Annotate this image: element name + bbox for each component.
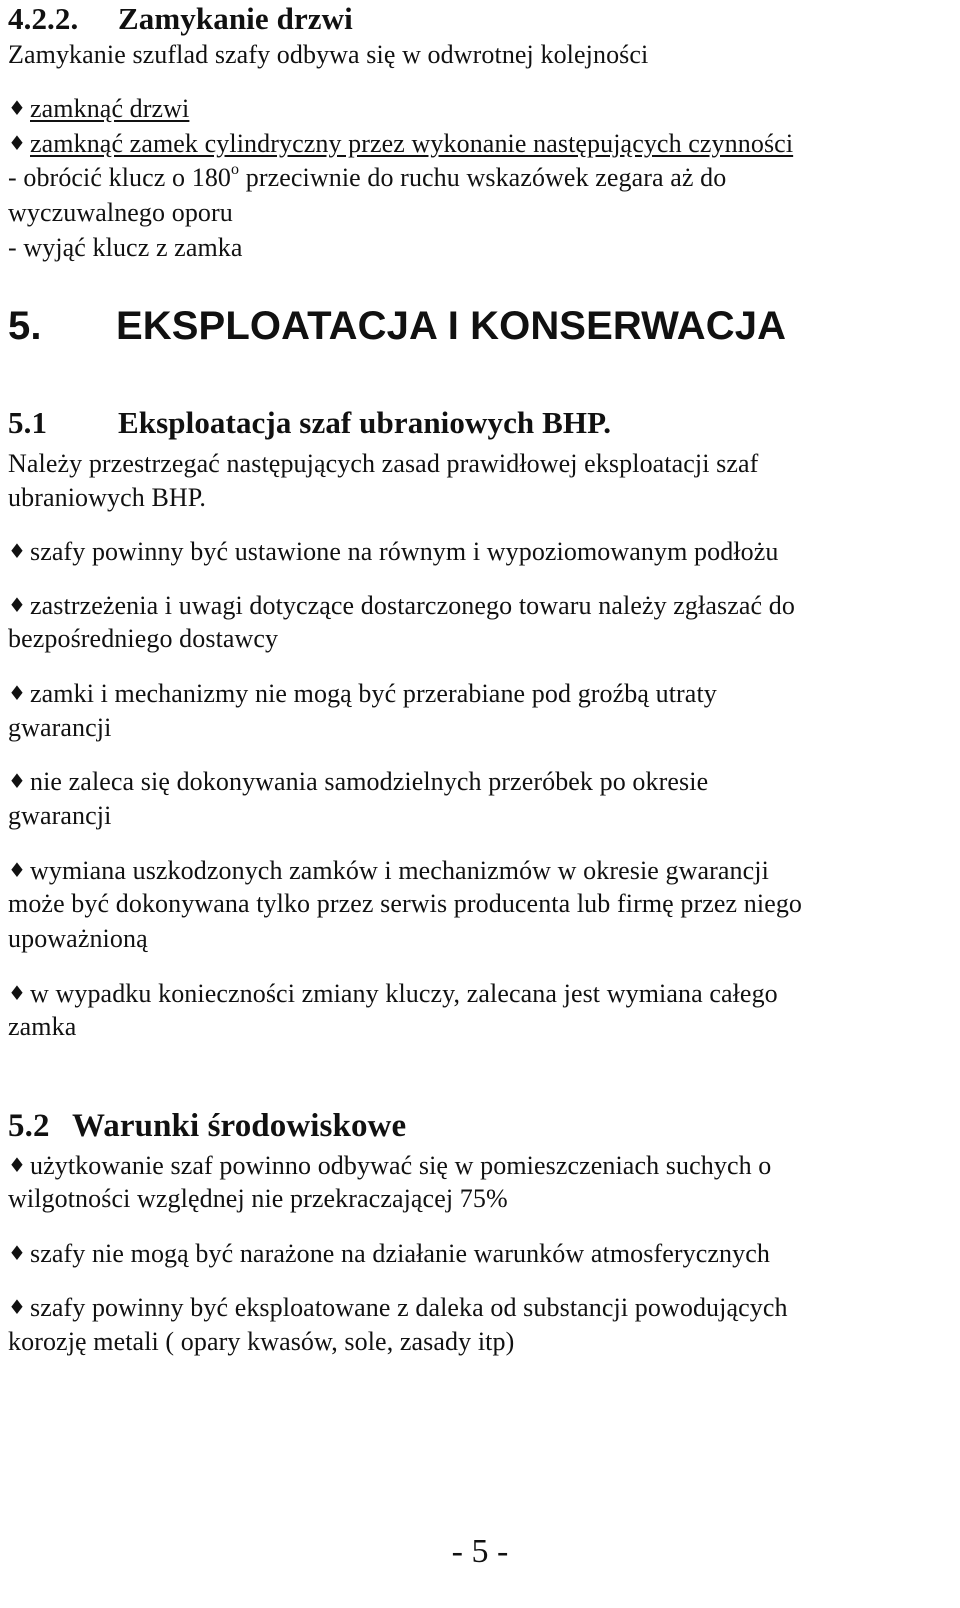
list-item xyxy=(8,1150,771,1181)
heading-title: Zamykanie drzwi xyxy=(118,1,353,36)
list-item-continuation: upoważnioną xyxy=(8,924,148,953)
page-number: - 5 - xyxy=(451,1533,509,1570)
intro-line: Należy przestrzegać następujących zasad prawidłowej eksploatacji szaf xyxy=(8,449,759,478)
list-item-continuation: zamka xyxy=(8,1012,77,1041)
list-item-text: szafy powinny być eksploatowane z daleka od substancji powodujących xyxy=(30,1293,788,1322)
diamond-bullet-icon: ♦ xyxy=(8,858,27,882)
list-item xyxy=(8,128,793,159)
intro-line: ubraniowych BHP. xyxy=(8,483,207,512)
degree-superscript: o xyxy=(231,161,240,178)
diamond-bullet-icon: ♦ xyxy=(8,981,27,1005)
list-item-text: nie zaleca się dokonywania samodzielnych przeróbek po okresie xyxy=(30,767,709,796)
list-item xyxy=(8,766,708,797)
list-item-continuation: gwarancji xyxy=(8,713,112,742)
diamond-bullet-icon: ♦ xyxy=(8,1295,27,1319)
list-item-text: zamknąć drzwi xyxy=(30,94,190,123)
list-item-text: zamknąć zamek cylindryczny przez wykonanie następujących czynności xyxy=(30,129,794,158)
heading-number: 5.2 xyxy=(8,1108,50,1144)
heading-number: 5.1 xyxy=(8,405,48,440)
list-item xyxy=(8,93,189,124)
list-item xyxy=(8,1238,770,1269)
heading-title: Warunki środowiskowe xyxy=(72,1108,407,1144)
list-item xyxy=(8,855,769,886)
heading-4-2-2 xyxy=(8,2,353,36)
list-item-continuation: bezpośredniego dostawcy xyxy=(8,624,279,653)
intro-paragraph: Zamykanie szuflad szafy odbywa się w odwrotnej kolejności xyxy=(8,40,649,69)
step-line xyxy=(8,163,726,193)
list-item-text: zamki i mechanizmy nie mogą być przerabiane pod groźbą utraty xyxy=(30,679,717,708)
diamond-bullet-icon: ♦ xyxy=(8,539,27,563)
list-item-continuation: gwarancji xyxy=(8,801,112,830)
heading-title: Eksploatacja szaf ubraniowych BHP. xyxy=(118,405,612,440)
list-item xyxy=(8,1292,788,1323)
list-item xyxy=(8,678,717,709)
heading-number: 5. xyxy=(8,304,42,348)
step-line-continuation: wyczuwalnego oporu xyxy=(8,198,233,227)
list-item-text: wymiana uszkodzonych zamków i mechanizmów w okresie gwarancji xyxy=(30,856,769,885)
diamond-bullet-icon: ♦ xyxy=(8,593,27,617)
diamond-bullet-icon: ♦ xyxy=(8,769,27,793)
list-item-text: w wypadku konieczności zmiany kluczy, zalecana jest wymiana całego xyxy=(30,979,778,1008)
list-item-text: szafy nie mogą być narażone na działanie warunków atmosferycznych xyxy=(30,1239,770,1268)
diamond-bullet-icon: ♦ xyxy=(8,1241,27,1265)
list-item-text: szafy powinny być ustawione na równym i wypoziomowanym podłożu xyxy=(30,537,779,566)
step-line: - wyjąć klucz z zamka xyxy=(8,233,243,262)
heading-5-1 xyxy=(8,406,611,440)
heading-number: 4.2.2. xyxy=(8,1,79,36)
heading-title: EKSPLOATACJA I KONSERWACJA xyxy=(116,304,787,348)
diamond-bullet-icon: ♦ xyxy=(8,1153,27,1177)
diamond-bullet-icon: ♦ xyxy=(8,131,27,155)
list-item xyxy=(8,590,795,621)
diamond-bullet-icon: ♦ xyxy=(8,96,27,120)
list-item-text: zastrzeżenia i uwagi dotyczące dostarczonego towaru należy zgłaszać do xyxy=(30,591,795,620)
list-item-continuation: wilgotności względnej nie przekraczającej 75% xyxy=(8,1184,508,1213)
list-item xyxy=(8,978,778,1009)
step-text: - obrócić klucz o 180 xyxy=(8,163,232,192)
list-item-continuation: korozję metali ( opary kwasów, sole, zasady itp) xyxy=(8,1327,515,1356)
heading-5-2 xyxy=(8,1108,406,1144)
diamond-bullet-icon: ♦ xyxy=(8,681,27,705)
list-item-text: użytkowanie szaf powinno odbywać się w pomieszczeniach suchych o xyxy=(30,1151,772,1180)
heading-5 xyxy=(8,304,786,348)
list-item xyxy=(8,536,779,567)
step-text: przeciwnie do ruchu wskazówek zegara aż do xyxy=(239,163,727,192)
list-item-continuation: może być dokonywana tylko przez serwis producenta lub firmę przez niego xyxy=(8,889,803,918)
